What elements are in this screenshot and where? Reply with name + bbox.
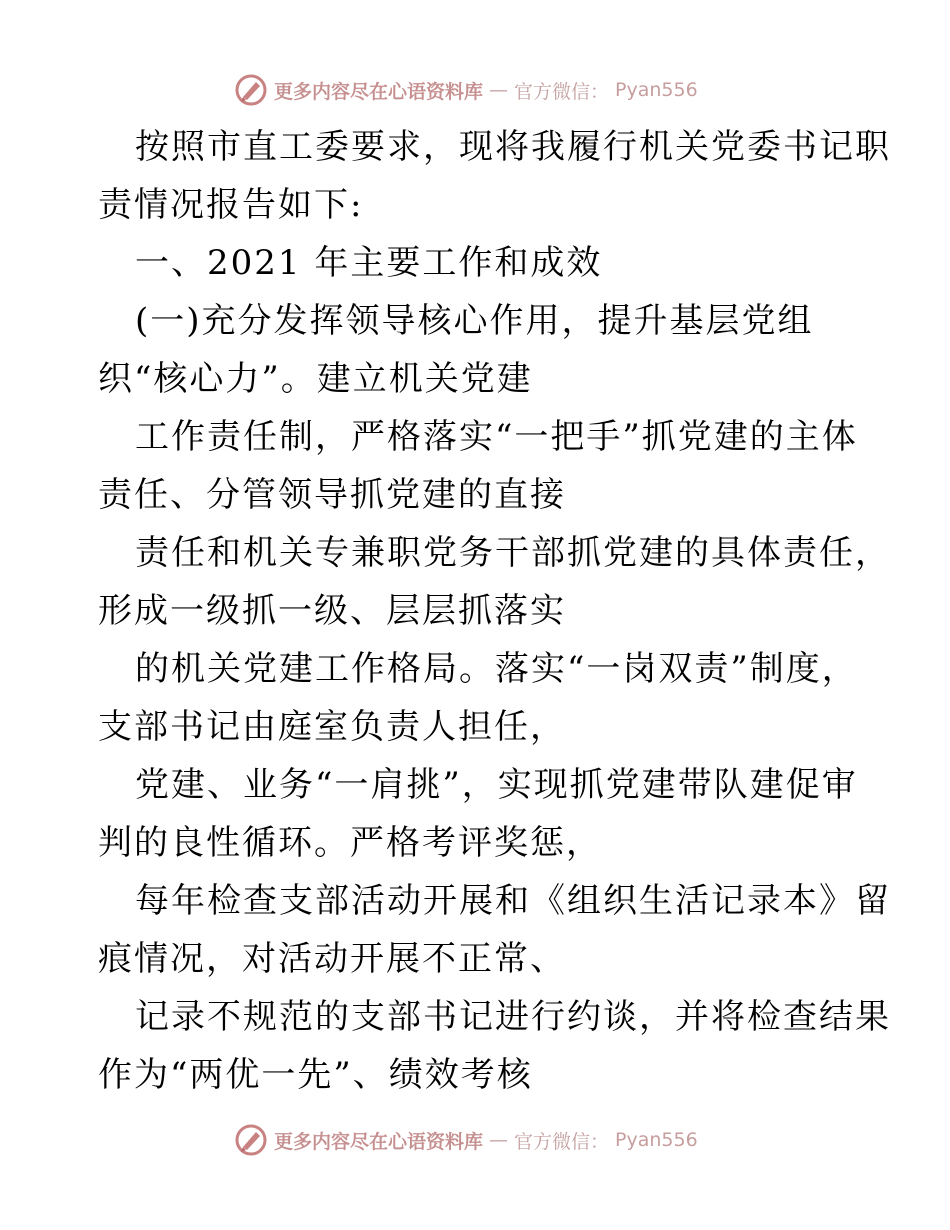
text-line: 痕情况，对活动开展不正常、 xyxy=(98,939,566,979)
watermark-dash: — xyxy=(489,79,509,101)
watermark-dash: — xyxy=(489,1129,509,1151)
document-body xyxy=(98,118,891,1104)
text-line: 的机关党建工作格局。落实“一岗双责”制度， xyxy=(135,649,858,689)
text-line: 支部书记由庭室负责人担任， xyxy=(98,707,566,747)
text-line: 作为“两优一先”、绩效考核 xyxy=(98,1055,533,1095)
text-line: 每年检查支部活动开展和《组织生活记录本》留 xyxy=(135,881,891,921)
footer-watermark xyxy=(234,1122,698,1158)
watermark-id: Pyan556 xyxy=(615,1129,698,1151)
watermark-main-text: 更多内容尽在心语资料库 xyxy=(274,80,484,103)
text-line: 工作责任制，严格落实“一把手”抓党建的主体 xyxy=(135,417,858,457)
text-line: 责任、分管领导抓党建的直接 xyxy=(98,475,566,515)
watermark-main-text: 更多内容尽在心语资料库 xyxy=(274,1130,484,1153)
text-line: 按照市直工委要求，现将我履行机关党委书记职 xyxy=(135,127,891,167)
text-line: 判的良性循环。严格考评奖惩， xyxy=(98,823,602,863)
pen-logo-icon xyxy=(234,1123,268,1157)
section-heading: 一、2021 年主要工作和成效 xyxy=(135,243,603,283)
watermark-sub-text: 官方微信： xyxy=(514,80,610,103)
header-watermark xyxy=(234,72,698,108)
watermark-id: Pyan556 xyxy=(615,79,698,101)
text-line: 织“核心力”。建立机关党建 xyxy=(98,359,533,399)
text-line: 党建、业务“一肩挑”，实现抓党建带队建促审 xyxy=(135,765,858,805)
watermark-sub-text: 官方微信： xyxy=(514,1130,610,1153)
text-line: 责任和机关专兼职党务干部抓党建的具体责任， xyxy=(135,533,891,573)
text-line: 形成一级抓一级、层层抓落实 xyxy=(98,591,566,631)
text-line: 责情况报告如下: xyxy=(98,185,364,225)
text-line: 记录不规范的支部书记进行约谈，并将检查结果 xyxy=(135,997,891,1037)
pen-logo-icon xyxy=(234,73,268,107)
subsection-heading: (一)充分发挥领导核心作用，提升基层党组 xyxy=(135,301,814,341)
